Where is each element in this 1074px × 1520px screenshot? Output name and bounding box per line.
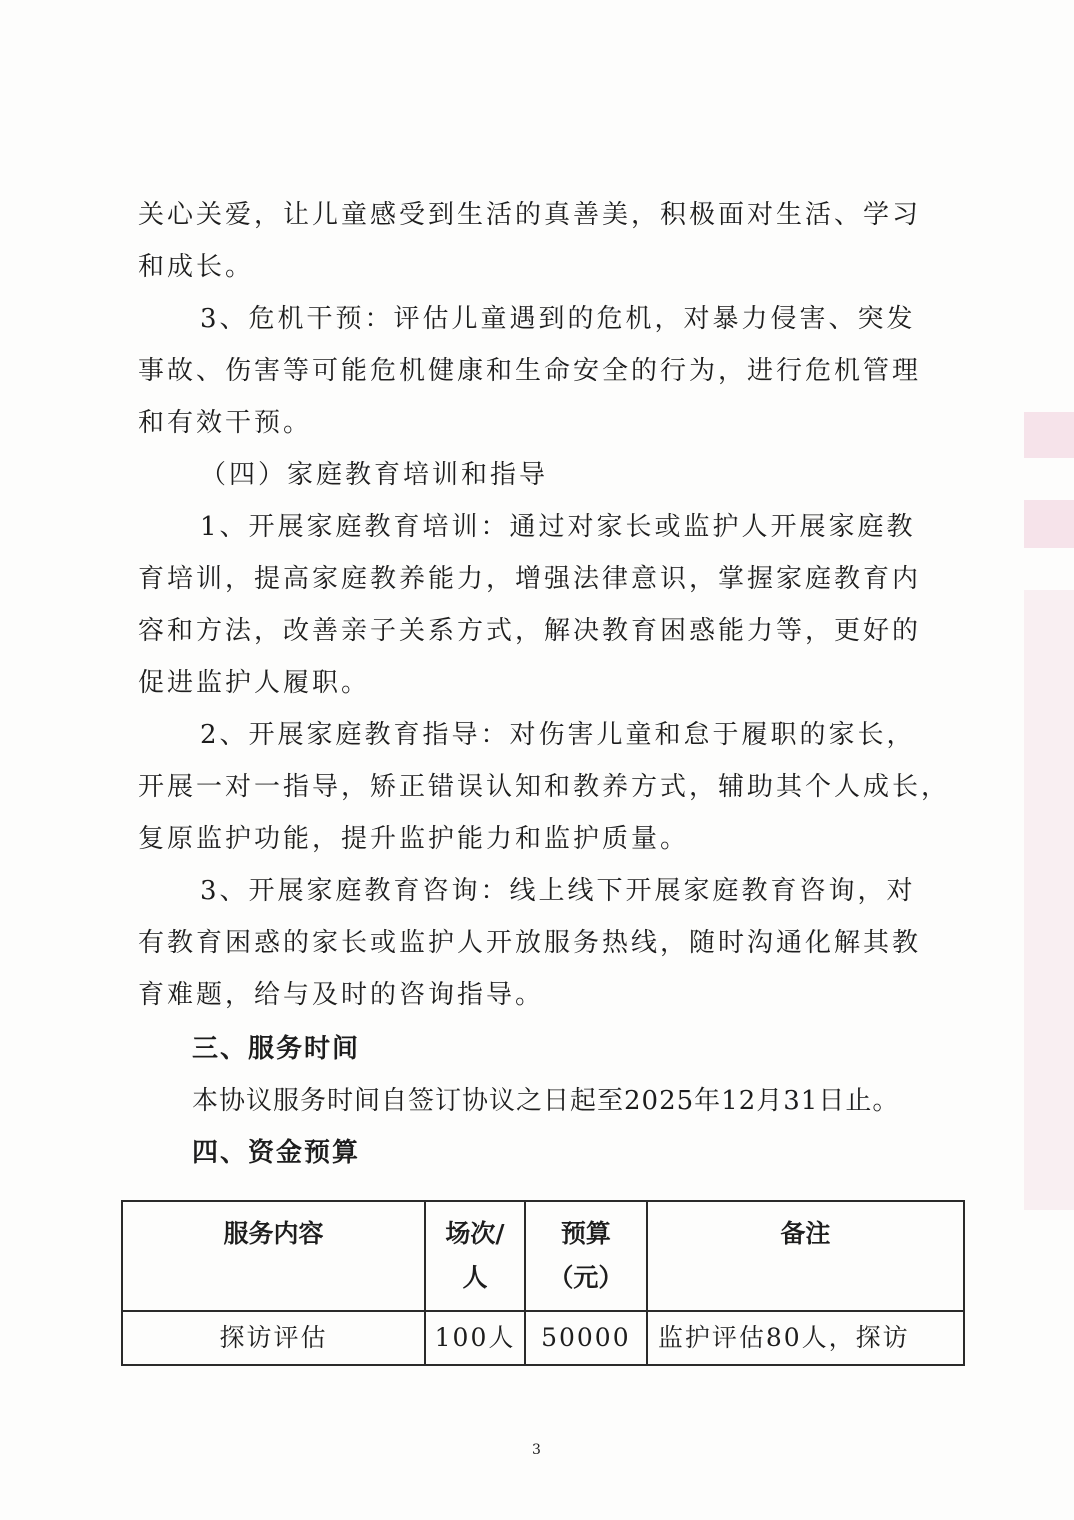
- header-sessions: [425, 1201, 525, 1311]
- body-line: 育培训，提高家庭教养能力，增强法律意识，掌握家庭教育内: [138, 564, 922, 594]
- scan-artifact: [1024, 590, 1074, 1210]
- body-line: 事故、伤害等可能危机健康和生命安全的行为，进行危机管理: [138, 356, 922, 386]
- header-budget: [525, 1201, 647, 1311]
- scan-artifact: [1024, 500, 1074, 548]
- body-line: 容和方法，改善亲子关系方式，解决教育困惑能力等，更好的: [138, 616, 922, 646]
- body-line: 关心关爱，让儿童感受到生活的真善美，积极面对生活、学习: [138, 200, 922, 230]
- body-line: 育难题，给与及时的咨询指导。: [138, 980, 545, 1010]
- budget-table: [121, 1200, 965, 1366]
- section-heading-budget: 四、资金预算: [192, 1138, 361, 1168]
- header-sessions-line2: 人: [462, 1263, 488, 1292]
- body-line: 有教育困惑的家长或监护人开放服务热线，随时沟通化解其教: [138, 928, 922, 958]
- table-row: [122, 1311, 964, 1365]
- body-line: 和有效干预。: [138, 408, 313, 438]
- table-cell: 100人: [425, 1311, 525, 1365]
- table-header-row: [122, 1201, 964, 1311]
- body-line: 和成长。: [138, 252, 255, 282]
- body-line: 3、开展家庭教育咨询：线上线下开展家庭教育咨询，对: [200, 876, 916, 906]
- subsection-heading: （四）家庭教育培训和指导: [200, 460, 549, 490]
- table-cell: 50000: [525, 1311, 647, 1365]
- table-cell: 探访评估: [122, 1311, 425, 1365]
- body-line: 开展一对一指导，矫正错误认知和教养方式，辅助其个人成长，: [138, 772, 951, 802]
- body-line: 复原监护功能，提升监护能力和监护质量。: [138, 824, 690, 854]
- body-line: 促进监护人履职。: [138, 668, 371, 698]
- body-line: 2、开展家庭教育指导：对伤害儿童和怠于履职的家长，: [200, 720, 916, 750]
- header-remarks: 备注: [647, 1201, 964, 1311]
- header-budget-line1: 预算: [560, 1219, 611, 1248]
- header-service-content: 服务内容: [122, 1201, 425, 1311]
- page-number: 3: [532, 1442, 541, 1458]
- body-line: 1、开展家庭教育培训：通过对家长或监护人开展家庭教: [200, 512, 916, 542]
- body-line: 3、危机干预：评估儿童遇到的危机，对暴力侵害、突发: [200, 304, 916, 334]
- header-budget-line2: （元）: [548, 1263, 624, 1292]
- table-cell: 监护评估80人，探访: [647, 1311, 964, 1365]
- section-heading-service-time: 三、服务时间: [192, 1034, 361, 1064]
- scan-artifact: [1024, 412, 1074, 458]
- header-sessions-line1: 场次/: [445, 1219, 505, 1248]
- service-time-text: 本协议服务时间自签订协议之日起至2025年12月31日止。: [192, 1086, 900, 1116]
